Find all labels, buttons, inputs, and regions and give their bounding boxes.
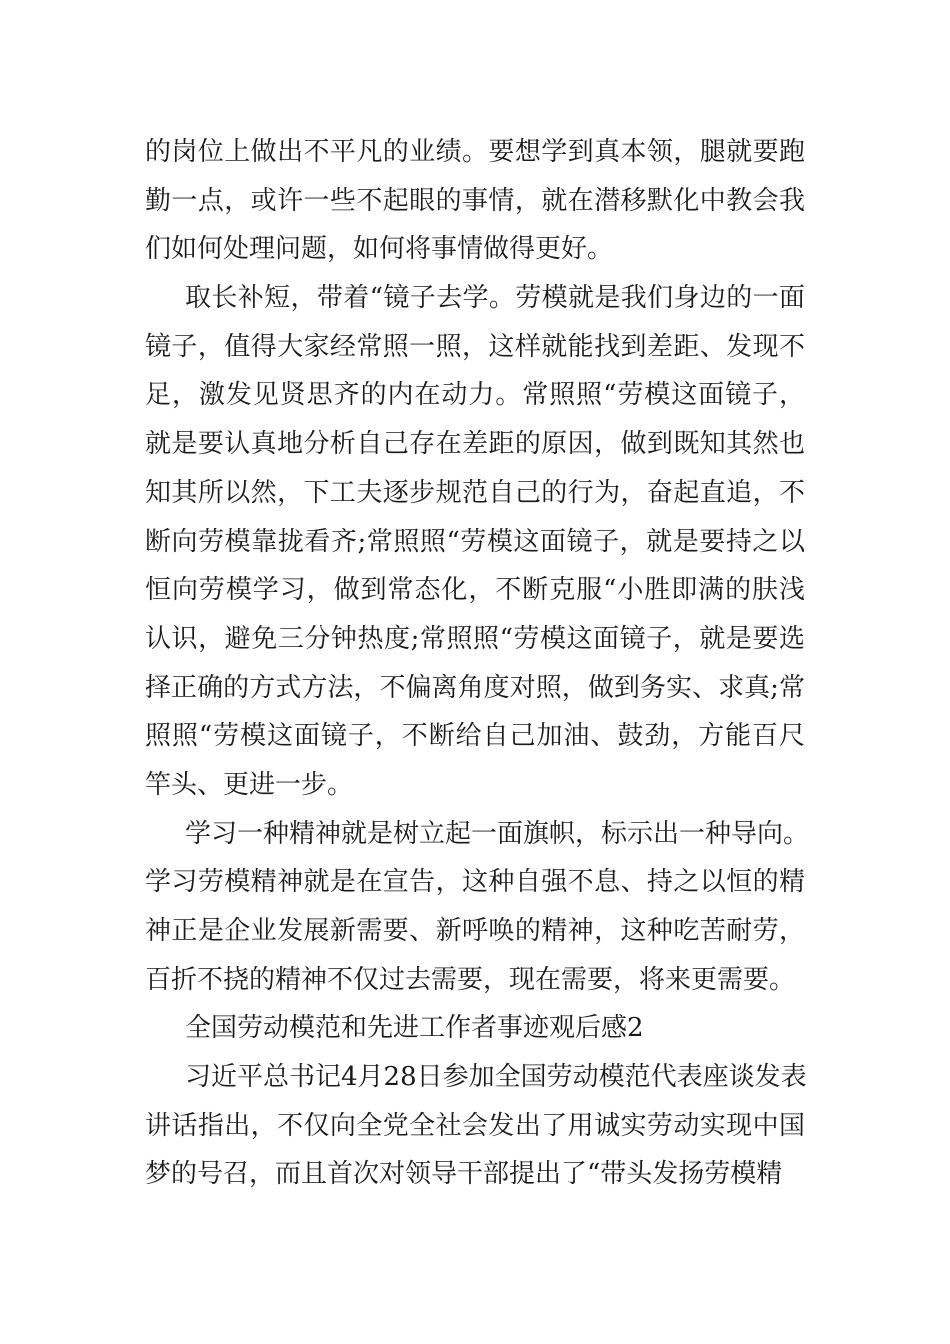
- text-line: 神正是企业发展新需要、新呼唤的精神，这种吃苦耐劳，: [145, 916, 805, 946]
- text-line: 择正确的方式方法，不偏离角度对照，做到务实、求真;常: [145, 672, 805, 703]
- text-line: 认识，避免三分钟热度;常照照“劳模这面镜子，就是要选: [145, 623, 805, 654]
- paragraph: [145, 274, 805, 810]
- text-line: 知其所以然，下工夫逐步规范自己的行为，奋起直追，不: [145, 477, 805, 508]
- text-line: 梦的号召，而且首次对领导干部提出了“带头发扬劳模精: [145, 1159, 783, 1190]
- text-line: 足，激发见贤思齐的内在动力。常照照“劳模这面镜子，: [145, 380, 805, 411]
- text-line: 学习劳模精神就是在宣告，这种自强不息、持之以恒的精: [145, 867, 805, 898]
- text-line: 勤一点，或许一些不起眼的事情，就在潜移默化中教会我: [145, 185, 805, 216]
- text-line: 取长补短，带着“镜子去学。劳模就是我们身边的一面: [185, 283, 805, 314]
- text-line: 全国劳动模范和先进工作者事迹观后感2: [185, 1013, 644, 1044]
- text-line: 学习一种精神就是树立起一面旗帜，标示出一种导向。: [185, 818, 810, 849]
- paragraph: [145, 810, 810, 1005]
- paragraph: [145, 128, 805, 274]
- text-line: 的岗位上做出不平凡的业绩。要想学到真本领，腿就要跑: [145, 137, 805, 167]
- paragraph: [145, 1004, 805, 1053]
- document-page: [145, 128, 810, 1199]
- text-line: 们如何处理问题，如何将事情做得更好。: [145, 234, 614, 265]
- text-line: 照照“劳模这面镜子，不断给自己加油、鼓劲，方能百尺: [145, 721, 805, 752]
- text-line: 讲话指出，不仅向全党全社会发出了用诚实劳动实现中国: [145, 1110, 805, 1141]
- paragraph: [145, 1053, 805, 1199]
- text-line: 镜子，值得大家经常照一照，这样就能找到差距、发现不: [145, 331, 805, 362]
- text-line: 竿头、更进一步。: [145, 769, 354, 800]
- text-line: 就是要认真地分析自己存在差距的原因，做到既知其然也: [145, 429, 805, 460]
- text-line: 恒向劳模学习，做到常态化，不断克服“小胜即满的肤浅: [145, 575, 805, 606]
- text-line: 百折不挠的精神不仅过去需要，现在需要，将来更需要。: [145, 964, 796, 995]
- text-line: 断向劳模靠拢看齐;常照照“劳模这面镜子，就是要持之以: [145, 526, 805, 557]
- text-line: 习近平总书记4月28日参加全国劳动模范代表座谈发表: [185, 1062, 807, 1093]
